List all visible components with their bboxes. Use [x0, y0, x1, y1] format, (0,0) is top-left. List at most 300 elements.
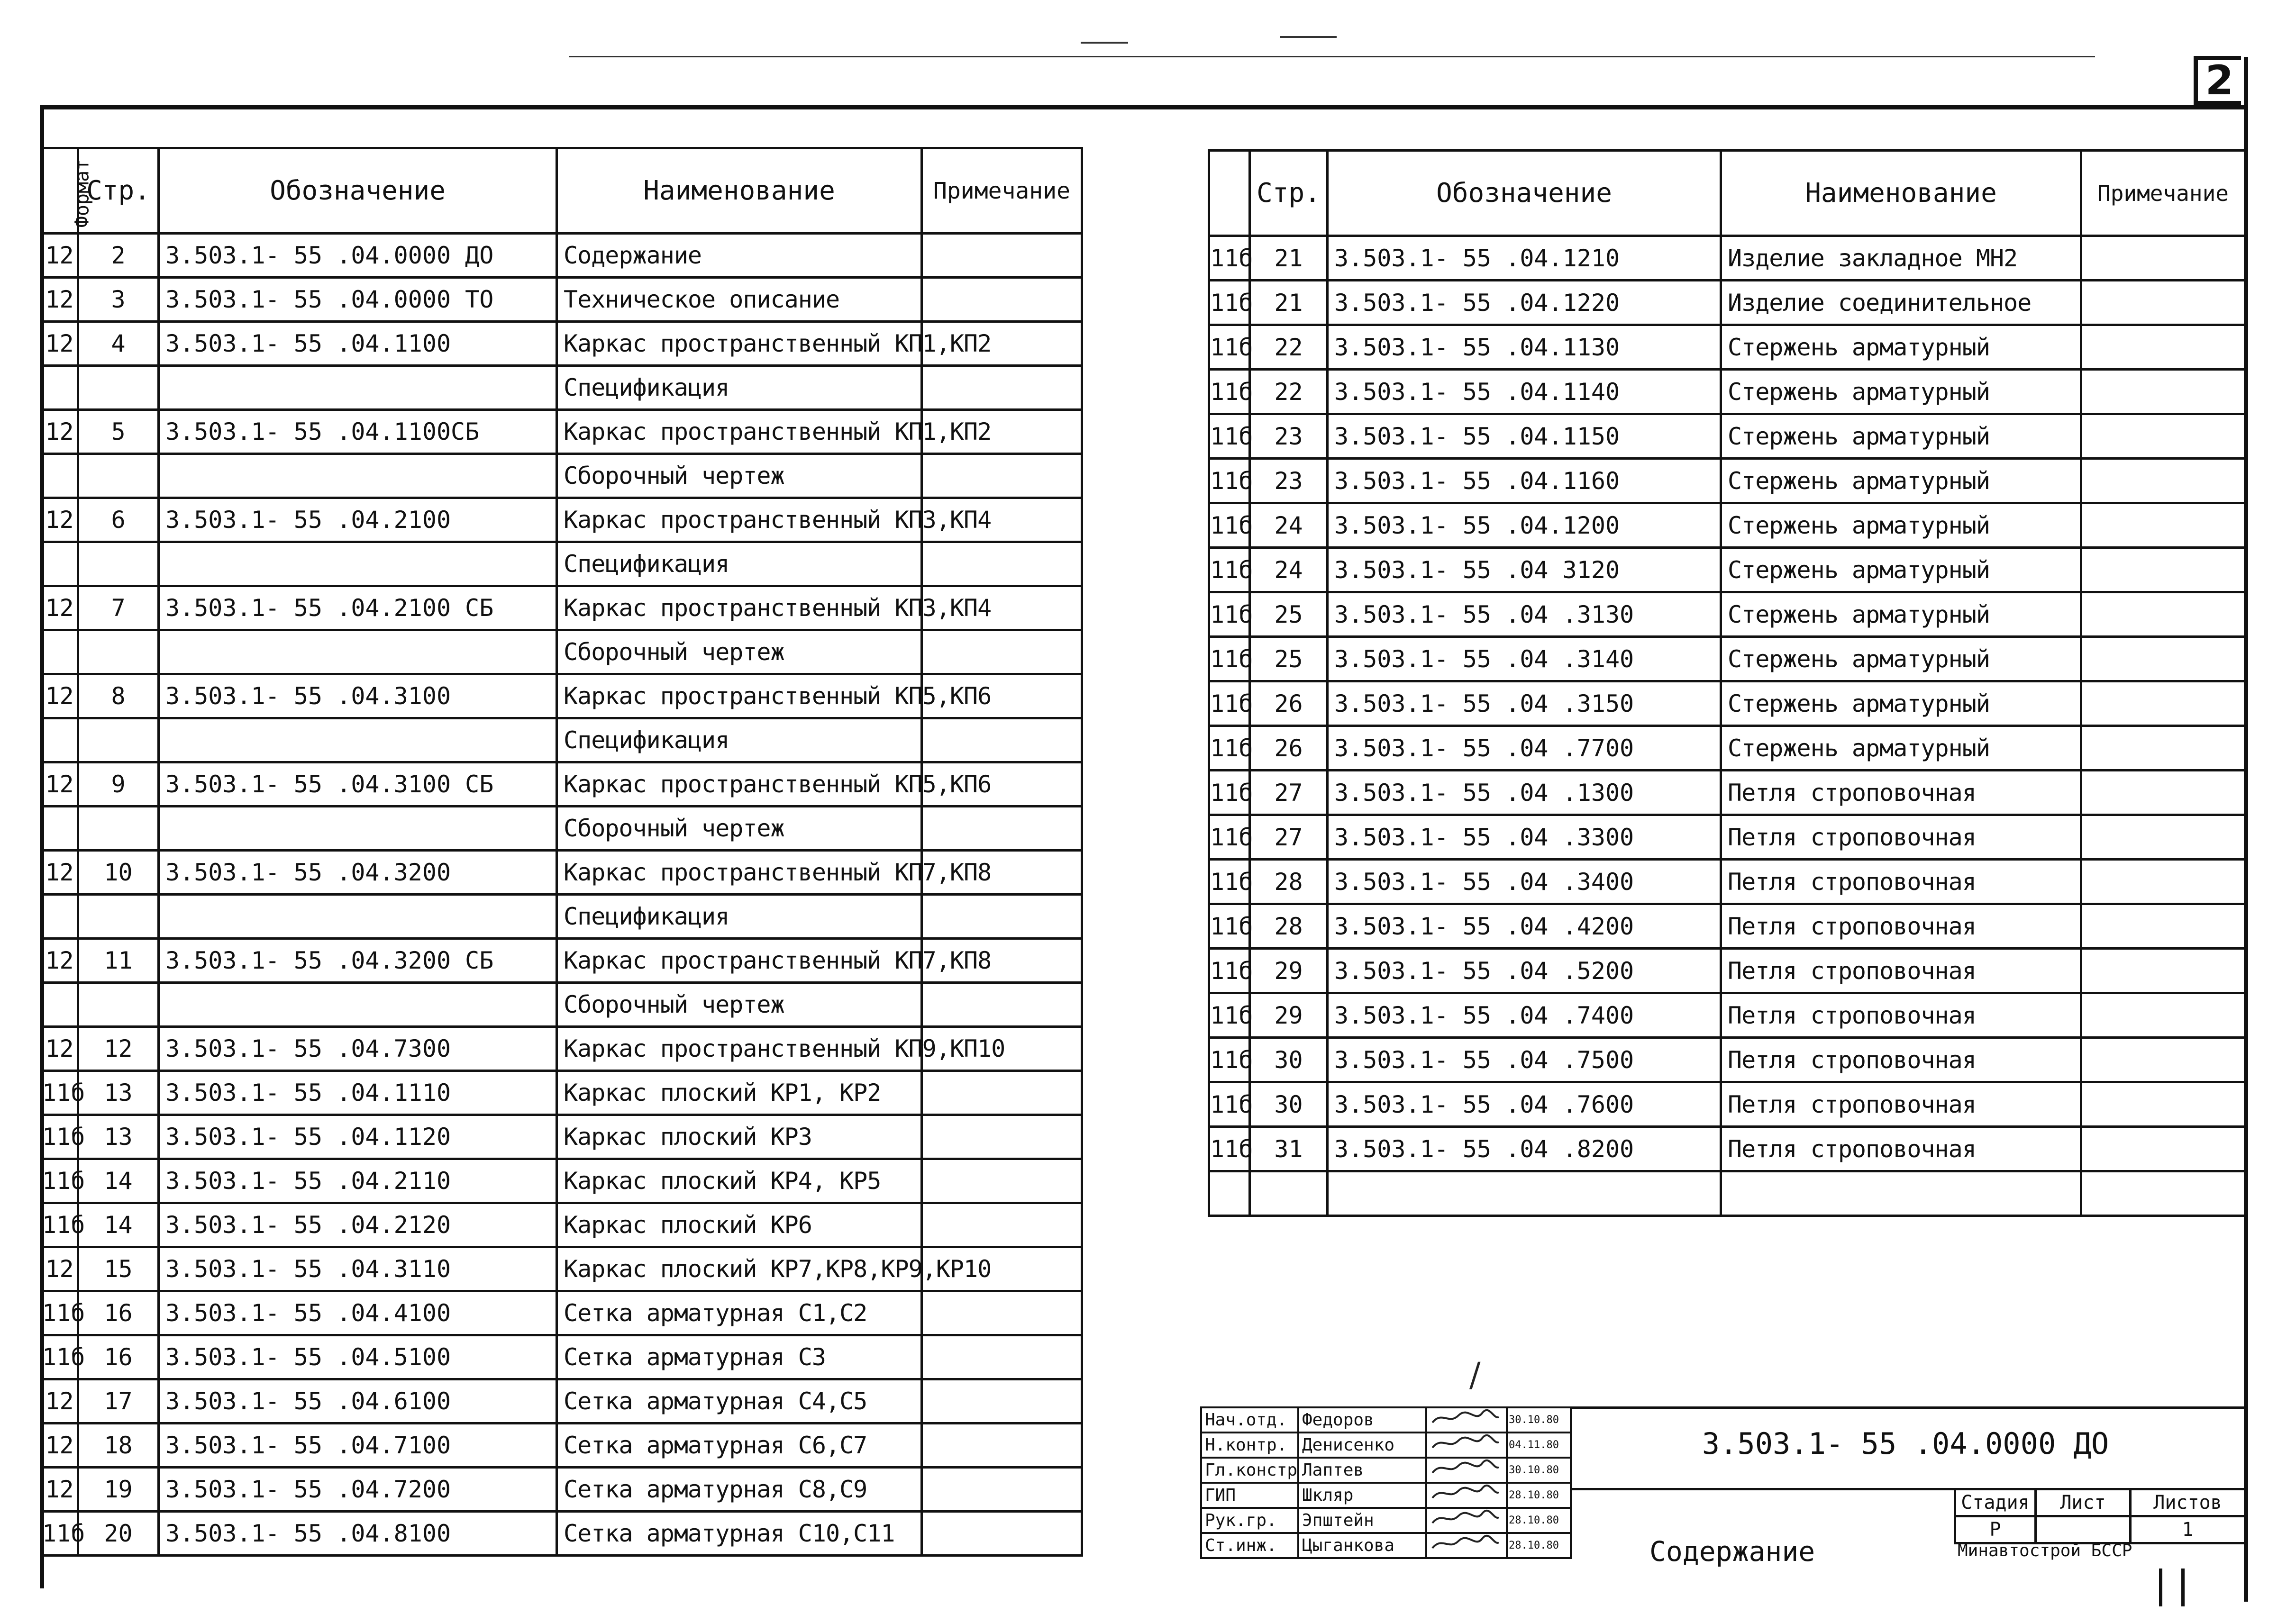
name-cell: Стержень арматурный — [1721, 370, 2081, 414]
contents-table-left — [40, 147, 1083, 1557]
name-cell: Спецификация — [557, 542, 922, 586]
signature-date: 04.11.80 — [1507, 1433, 1571, 1458]
name-cell: Стержень арматурный — [1721, 548, 2081, 592]
format-cell — [41, 983, 78, 1027]
note-cell — [922, 234, 1082, 278]
page-cell: 16 — [78, 1335, 159, 1379]
note-cell — [2081, 860, 2245, 904]
name-cell: Петля строповочная — [1721, 949, 2081, 993]
note-cell — [2081, 949, 2245, 993]
table-row — [41, 1335, 1082, 1379]
designation-cell: 3.503.1- 55 .04 .7500 — [1328, 1038, 1721, 1082]
stage-table — [1954, 1488, 2246, 1544]
format-cell — [41, 807, 78, 851]
page-cell: 28 — [1250, 860, 1328, 904]
page-cell: 23 — [1250, 459, 1328, 503]
name-cell: Петля строповочная — [1721, 1082, 2081, 1127]
format-cell: 12 — [41, 1468, 78, 1512]
page-cell: 25 — [1250, 637, 1328, 681]
format-cell: 11б — [1209, 1038, 1250, 1082]
format-cell — [41, 454, 78, 498]
format-cell: 11б — [1209, 503, 1250, 548]
table-row — [41, 851, 1082, 895]
table-row — [41, 895, 1082, 939]
top-stray-mark — [1081, 42, 1128, 44]
format-cell: 12 — [41, 410, 78, 454]
designation-cell: 3.503.1- 55 .04.3100 — [159, 674, 557, 718]
page-cell: 10 — [78, 851, 159, 895]
name-cell: Спецификация — [557, 718, 922, 762]
table-row — [1209, 993, 2245, 1038]
table-row — [41, 1203, 1082, 1247]
table-row — [41, 718, 1082, 762]
name-cell: Сетка арматурная С1,С2 — [557, 1291, 922, 1335]
signature-table — [1200, 1406, 1572, 1559]
header-designation: Обозначение — [1328, 151, 1721, 236]
designation-cell: 3.503.1- 55 .04 .3130 — [1328, 592, 1721, 637]
note-cell — [2081, 815, 2245, 860]
page-cell: 22 — [1250, 370, 1328, 414]
format-cell: 11б — [1209, 949, 1250, 993]
page-cell: 3 — [78, 278, 159, 322]
note-cell — [2081, 281, 2245, 325]
format-cell: 12 — [41, 851, 78, 895]
designation-cell: 3.503.1- 55 .04.1100 — [159, 322, 557, 366]
table-row — [1209, 1038, 2245, 1082]
signature-row — [1201, 1533, 1571, 1558]
name-cell: Каркас пространственный КП5,КП6 — [557, 762, 922, 807]
signature-row — [1201, 1483, 1571, 1508]
signature-date: 30.10.80 — [1507, 1458, 1571, 1483]
name-cell: Сборочный чертеж — [557, 983, 922, 1027]
signature-name: Денисенко — [1298, 1433, 1426, 1458]
table-body — [1209, 236, 2245, 1216]
table-row — [1209, 860, 2245, 904]
table-row — [1209, 370, 2245, 414]
designation-cell: 3.503.1- 55 .04 .3150 — [1328, 681, 1721, 726]
name-cell: Стержень арматурный — [1721, 459, 2081, 503]
name-cell: Петля строповочная — [1721, 904, 2081, 949]
note-cell — [922, 1512, 1082, 1556]
format-cell: 12 — [41, 762, 78, 807]
format-cell: 11б — [1209, 681, 1250, 726]
designation-cell: 3.503.1- 55 .04.1150 — [1328, 414, 1721, 459]
designation-cell: 3.503.1- 55 .04 .7600 — [1328, 1082, 1721, 1127]
table-row — [41, 366, 1082, 410]
signature-name: Лаптев — [1298, 1458, 1426, 1483]
note-cell — [2081, 548, 2245, 592]
signature-name: Федоров — [1298, 1407, 1426, 1433]
signature-handwriting-icon — [1426, 1458, 1507, 1483]
designation-cell — [159, 366, 557, 410]
format-cell — [41, 542, 78, 586]
note-cell — [2081, 1082, 2245, 1127]
designation-cell: 3.503.1- 55 .04 .3400 — [1328, 860, 1721, 904]
page-cell — [78, 366, 159, 410]
page-cell: 27 — [1250, 771, 1328, 815]
designation-cell: 3.503.1- 55 .04.3100 СБ — [159, 762, 557, 807]
page-cell: 19 — [78, 1468, 159, 1512]
format-cell — [41, 718, 78, 762]
designation-cell: 3.503.1- 55 .04 .7400 — [1328, 993, 1721, 1038]
name-cell: Каркас пространственный КП3,КП4 — [557, 586, 922, 630]
page-cell: 24 — [1250, 503, 1328, 548]
page-cell: 6 — [78, 498, 159, 542]
table-row — [41, 1468, 1082, 1512]
name-cell: Спецификация — [557, 366, 922, 410]
format-cell — [41, 895, 78, 939]
name-cell: Петля строповочная — [1721, 1038, 2081, 1082]
note-cell — [2081, 503, 2245, 548]
page-cell — [78, 895, 159, 939]
page-cell: 21 — [1250, 281, 1328, 325]
format-cell: 12 — [41, 1424, 78, 1468]
table-row — [41, 498, 1082, 542]
name-cell: Спецификация — [557, 895, 922, 939]
table-row — [1209, 949, 2245, 993]
format-cell: 12 — [41, 322, 78, 366]
table-row — [1209, 726, 2245, 771]
designation-cell — [159, 983, 557, 1027]
designation-cell: 3.503.1- 55 .04.6100 — [159, 1379, 557, 1424]
note-cell — [2081, 1127, 2245, 1171]
note-cell — [922, 983, 1082, 1027]
page-cell — [78, 718, 159, 762]
signature-date: 30.10.80 — [1507, 1407, 1571, 1433]
signature-handwriting-icon — [1426, 1483, 1507, 1508]
page-cell: 21 — [1250, 236, 1328, 281]
note-cell — [2081, 370, 2245, 414]
format-cell: 12 — [41, 1247, 78, 1291]
name-cell: Стержень арматурный — [1721, 637, 2081, 681]
table-row — [41, 1159, 1082, 1203]
header-name: Наименование — [557, 148, 922, 234]
name-cell: Каркас плоский КР7,КР8,КР9,КР10 — [557, 1247, 922, 1291]
designation-cell: 3.503.1- 55 .04.1220 — [1328, 281, 1721, 325]
page-cell: 12 — [78, 1027, 159, 1071]
designation-cell: 3.503.1- 55 .04.1120 — [159, 1115, 557, 1159]
header-name: Наименование — [1721, 151, 2081, 236]
signature-handwriting-icon — [1426, 1407, 1507, 1433]
note-cell — [922, 1071, 1082, 1115]
designation-cell: 3.503.1- 55 .04.1110 — [159, 1071, 557, 1115]
table-row — [41, 807, 1082, 851]
page-cell: 13 — [78, 1071, 159, 1115]
format-cell: 11б — [41, 1335, 78, 1379]
page-cell: 15 — [78, 1247, 159, 1291]
name-cell: Каркас плоский КР6 — [557, 1203, 922, 1247]
designation-cell: 3.503.1- 55 .04.1160 — [1328, 459, 1721, 503]
table-row — [41, 234, 1082, 278]
page-cell: 2 — [78, 234, 159, 278]
format-cell: 12 — [41, 1379, 78, 1424]
bottom-edge-mark — [2181, 1569, 2185, 1606]
designation-cell: 3.503.1- 55 .04 .7700 — [1328, 726, 1721, 771]
table-row — [41, 983, 1082, 1027]
format-cell: 11б — [41, 1115, 78, 1159]
table-row — [1209, 771, 2245, 815]
table-header-row — [41, 148, 1082, 234]
format-cell: 12 — [41, 234, 78, 278]
header-page: Стр. — [78, 148, 159, 234]
page-cell: 23 — [1250, 414, 1328, 459]
format-cell: 12 — [41, 939, 78, 983]
page-cell: 17 — [78, 1379, 159, 1424]
signature-role: Нач.отд. — [1201, 1407, 1298, 1433]
designation-cell: 3.503.1- 55 .04.2100 СБ — [159, 586, 557, 630]
table-row — [41, 410, 1082, 454]
signature-row — [1201, 1458, 1571, 1483]
page-cell: 26 — [1250, 726, 1328, 771]
format-cell — [41, 366, 78, 410]
designation-cell: 3.503.1- 55 .04.2120 — [159, 1203, 557, 1247]
name-cell: Каркас плоский КР1, КР2 — [557, 1071, 922, 1115]
note-cell — [2081, 681, 2245, 726]
table-row — [1209, 281, 2245, 325]
sheet-number: 2 — [2205, 57, 2234, 104]
format-cell: 11б — [41, 1071, 78, 1115]
sheet-value — [2036, 1516, 2131, 1543]
note-cell — [922, 542, 1082, 586]
page-cell: 27 — [1250, 815, 1328, 860]
page-cell: 30 — [1250, 1082, 1328, 1127]
designation-cell: 3.503.1- 55 .04.3200 СБ — [159, 939, 557, 983]
page-cell: 13 — [78, 1115, 159, 1159]
name-cell: Сборочный чертеж — [557, 807, 922, 851]
signature-row — [1201, 1508, 1571, 1533]
designation-cell: 3.503.1- 55 .04 3120 — [1328, 548, 1721, 592]
signature-name: Эпштейн — [1298, 1508, 1426, 1533]
header-note: Примечание — [2081, 151, 2245, 236]
format-cell: 11б — [1209, 414, 1250, 459]
signature-role: ГИП — [1201, 1483, 1298, 1508]
sheet-number-box — [2194, 56, 2241, 105]
designation-cell: 3.503.1- 55 .04.7200 — [159, 1468, 557, 1512]
page-cell: 4 — [78, 322, 159, 366]
name-cell: Сетка арматурная С8,С9 — [557, 1468, 922, 1512]
note-cell — [922, 1424, 1082, 1468]
designation-cell: 3.503.1- 55 .04.7100 — [159, 1424, 557, 1468]
name-cell: Каркас пространственный КП1,КП2 — [557, 322, 922, 366]
page-cell: 18 — [78, 1424, 159, 1468]
format-cell: 11б — [1209, 548, 1250, 592]
signature-role: Рук.гр. — [1201, 1508, 1298, 1533]
signature-row — [1201, 1433, 1571, 1458]
contents-table-right — [1208, 149, 2246, 1217]
name-cell — [1721, 1171, 2081, 1216]
signature-handwriting-icon — [1426, 1533, 1507, 1558]
designation-cell: 3.503.1- 55 .04.1200 — [1328, 503, 1721, 548]
signature-handwriting-icon — [1426, 1433, 1507, 1458]
note-cell — [922, 1159, 1082, 1203]
note-cell — [2081, 325, 2245, 370]
name-cell: Сборочный чертеж — [557, 630, 922, 674]
top-stray-mark — [1280, 36, 1337, 38]
format-cell: 12 — [41, 278, 78, 322]
name-cell: Каркас пространственный КП7,КП8 — [557, 939, 922, 983]
signature-name: Шкляр — [1298, 1483, 1426, 1508]
name-cell: Стержень арматурный — [1721, 325, 2081, 370]
note-cell — [922, 1291, 1082, 1335]
page-cell: 20 — [78, 1512, 159, 1556]
format-cell: 11б — [41, 1159, 78, 1203]
note-cell — [2081, 459, 2245, 503]
designation-cell: 3.503.1- 55 .04.1210 — [1328, 236, 1721, 281]
designation-cell: 3.503.1- 55 .04.0000 ТО — [159, 278, 557, 322]
name-cell: Содержание — [557, 234, 922, 278]
page-cell: 7 — [78, 586, 159, 630]
designation-cell: 3.503.1- 55 .04.2110 — [159, 1159, 557, 1203]
designation-cell: 3.503.1- 55 .04.4100 — [159, 1291, 557, 1335]
designation-cell: 3.503.1- 55 .04.1100СБ — [159, 410, 557, 454]
name-cell: Изделие соединительное — [1721, 281, 2081, 325]
table-row — [1209, 815, 2245, 860]
format-cell: 11б — [1209, 993, 1250, 1038]
name-cell: Каркас пространственный КП3,КП4 — [557, 498, 922, 542]
page-cell: 24 — [1250, 548, 1328, 592]
note-cell — [922, 718, 1082, 762]
format-cell: 11б — [1209, 459, 1250, 503]
table-row — [41, 1291, 1082, 1335]
frame-top-border — [40, 105, 2248, 109]
table-row — [41, 1027, 1082, 1071]
page-cell: 28 — [1250, 904, 1328, 949]
designation-cell — [159, 630, 557, 674]
page-cell: 25 — [1250, 592, 1328, 637]
page-cell: 29 — [1250, 949, 1328, 993]
name-cell: Сетка арматурная С4,С5 — [557, 1379, 922, 1424]
name-cell: Стержень арматурный — [1721, 681, 2081, 726]
format-cell: 11б — [1209, 370, 1250, 414]
page-cell — [78, 983, 159, 1027]
note-cell — [922, 630, 1082, 674]
name-cell: Каркас пространственный КП7,КП8 — [557, 851, 922, 895]
signature-name: Цыганкова — [1298, 1533, 1426, 1558]
designation-cell: 3.503.1- 55 .04.7300 — [159, 1027, 557, 1071]
page-cell: 9 — [78, 762, 159, 807]
name-cell: Сетка арматурная С3 — [557, 1335, 922, 1379]
format-cell: 11б — [41, 1512, 78, 1556]
signature-handwriting-icon — [1426, 1508, 1507, 1533]
signature-row — [1201, 1407, 1571, 1433]
format-cell: 11б — [1209, 771, 1250, 815]
header-note: Примечание — [922, 148, 1082, 234]
designation-cell: 3.503.1- 55 .04 .3140 — [1328, 637, 1721, 681]
note-cell — [2081, 771, 2245, 815]
format-cell: 11б — [1209, 726, 1250, 771]
designation-cell: 3.503.1- 55 .04.1130 — [1328, 325, 1721, 370]
designation-cell: 3.503.1- 55 .04 .5200 — [1328, 949, 1721, 993]
format-cell: 11б — [1209, 236, 1250, 281]
table-row — [1209, 1171, 2245, 1216]
name-cell: Сборочный чертеж — [557, 454, 922, 498]
name-cell: Изделие закладное МН2 — [1721, 236, 2081, 281]
table-row — [41, 542, 1082, 586]
note-cell — [2081, 1038, 2245, 1082]
table-row — [41, 1512, 1082, 1556]
stray-pen-mark: / — [1469, 1355, 1481, 1394]
note-cell — [922, 895, 1082, 939]
designation-cell: 3.503.1- 55 .04 .8200 — [1328, 1127, 1721, 1171]
designation-cell: 3.503.1- 55 .04.3200 — [159, 851, 557, 895]
table-row — [41, 630, 1082, 674]
top-stray-line — [569, 56, 2095, 57]
table-row — [41, 762, 1082, 807]
page-cell: 8 — [78, 674, 159, 718]
table-header-row — [1209, 151, 2245, 236]
page-cell — [78, 807, 159, 851]
header-page: Стр. — [1250, 151, 1328, 236]
note-cell — [2081, 414, 2245, 459]
page-cell: 5 — [78, 410, 159, 454]
table-row — [41, 1247, 1082, 1291]
note-cell — [2081, 904, 2245, 949]
note-cell — [922, 1379, 1082, 1424]
designation-cell: 3.503.1- 55 .04.5100 — [159, 1335, 557, 1379]
designation-cell — [1328, 1171, 1721, 1216]
name-cell: Стержень арматурный — [1721, 726, 2081, 771]
designation-cell — [159, 454, 557, 498]
page-cell: 11 — [78, 939, 159, 983]
page-cell — [1250, 1171, 1328, 1216]
bottom-edge-mark — [2159, 1569, 2162, 1606]
table-row — [41, 586, 1082, 630]
page-cell — [78, 454, 159, 498]
header-format: Формат — [41, 148, 78, 234]
table-row — [1209, 459, 2245, 503]
table-row — [41, 1115, 1082, 1159]
table-row — [1209, 904, 2245, 949]
note-cell — [922, 1335, 1082, 1379]
signature-role: Н.контр. — [1201, 1433, 1298, 1458]
table-row — [1209, 325, 2245, 370]
note-cell — [2081, 592, 2245, 637]
format-cell: 11б — [1209, 815, 1250, 860]
page-cell: 31 — [1250, 1127, 1328, 1171]
organization: Минавтострой БССР — [1958, 1541, 2132, 1560]
format-cell: 11б — [1209, 592, 1250, 637]
page-cell — [78, 630, 159, 674]
note-cell — [2081, 236, 2245, 281]
designation-cell: 3.503.1- 55 .04 .3300 — [1328, 815, 1721, 860]
signature-role: Гл.констр — [1201, 1458, 1298, 1483]
name-cell: Техническое описание — [557, 278, 922, 322]
note-cell — [2081, 637, 2245, 681]
note-cell — [2081, 1171, 2245, 1216]
table-row — [1209, 414, 2245, 459]
format-cell: 12 — [41, 674, 78, 718]
table-body — [41, 234, 1082, 1556]
name-cell: Стержень арматурный — [1721, 592, 2081, 637]
name-cell: Стержень арматурный — [1721, 414, 2081, 459]
format-cell: 11б — [1209, 904, 1250, 949]
designation-cell: 3.503.1- 55 .04 .4200 — [1328, 904, 1721, 949]
note-cell — [922, 807, 1082, 851]
note-cell — [922, 1468, 1082, 1512]
designation-cell: 3.503.1- 55 .04 .1300 — [1328, 771, 1721, 815]
format-cell: 11б — [1209, 637, 1250, 681]
header-format — [1209, 151, 1250, 236]
name-cell: Петля строповочная — [1721, 993, 2081, 1038]
document-code: 3.503.1- 55 .04.0000 ДО — [1702, 1426, 2109, 1461]
name-cell: Петля строповочная — [1721, 815, 2081, 860]
format-cell: 12 — [41, 498, 78, 542]
page-cell: 14 — [78, 1159, 159, 1203]
table-row — [41, 1379, 1082, 1424]
format-cell: 11б — [41, 1203, 78, 1247]
designation-cell: 3.503.1- 55 .04.1140 — [1328, 370, 1721, 414]
document-title: Содержание — [1649, 1535, 1815, 1568]
